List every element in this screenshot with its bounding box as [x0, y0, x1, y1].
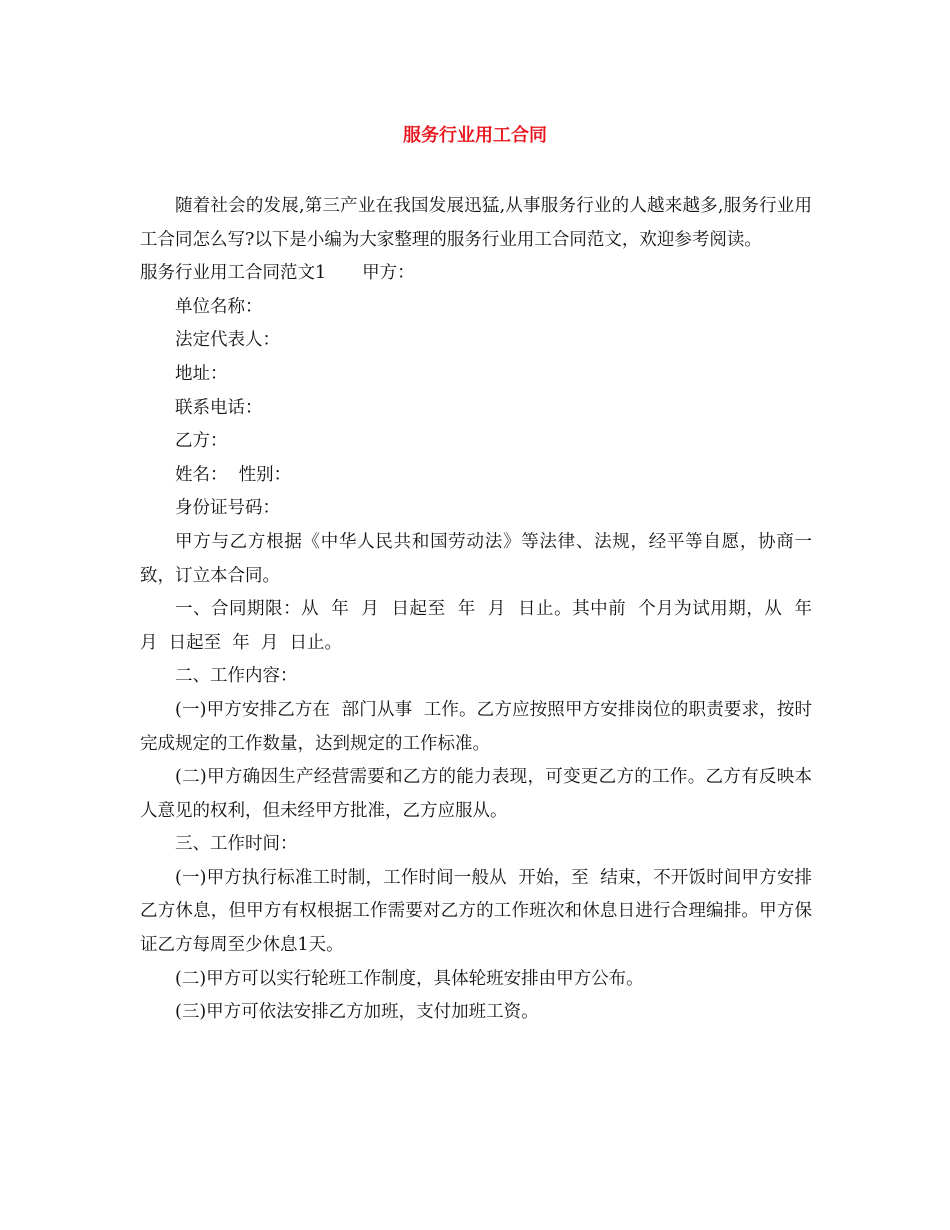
- clause-work-content-1: (一)甲方安排乙方在 部门从事 工作。乙方应按照甲方安排岗位的职责要求，按时完成规定的工作数量，达到规定的工作标准。: [140, 699, 812, 754]
- field-name-gender: 姓名： 性别：: [175, 464, 292, 485]
- field-legal-representative: 法定代表人：: [175, 330, 280, 351]
- field-company-name: 单位名称：: [175, 296, 263, 317]
- clause-work-time-2: (二)甲方可以实行轮班工作制度，具体轮班安排由甲方公布。: [175, 968, 644, 989]
- clause-preamble: 甲方与乙方根据《中华人民共和国劳动法》等法律、法规，经平等自愿，协商一致，订立本合同。: [140, 531, 812, 586]
- field-phone: 联系电话：: [175, 397, 263, 418]
- sample-heading: 服务行业用工合同范文1: [140, 263, 327, 284]
- clause-work-time-1: (一)甲方执行标准工时制，工作时间一般从 开始，至 结束，不开饭时间甲方安排乙方休息，但甲方有权根据工作需要对乙方的工作班次和休息日进行合理编排。甲方保证乙方每周至少休息1天。: [140, 867, 812, 956]
- sample-heading-line: [140, 257, 812, 291]
- document-title: 服务行业用工合同: [403, 125, 547, 146]
- field-id-number: 身份证号码：: [175, 498, 280, 519]
- clause-work-time-heading: 三、工作时间：: [175, 834, 298, 855]
- field-address: 地址：: [175, 363, 228, 384]
- document-body: [140, 190, 824, 1030]
- clause-contract-term: 一、合同期限：从 年 月 日起至 年 月 日止。其中前 个月为试用期，从 年 月 日起至 年 月 日止。: [140, 599, 824, 653]
- intro-paragraph: 随着社会的发展,第三产业在我国发展迅猛,从事服务行业的人越来越多,服务行业用工合同怎么写?以下是小编为大家整理的服务行业用工合同范文，欢迎参考阅读。: [140, 196, 812, 250]
- field-party-b: 乙方：: [175, 431, 228, 452]
- clause-work-time-3: (三)甲方可依法安排乙方加班，支付加班工资。: [175, 1002, 539, 1023]
- party-a-label: 甲方：: [362, 263, 415, 284]
- clause-work-content-2: (二)甲方确因生产经营需要和乙方的能力表现，可变更乙方的工作。乙方有反映本人意见的权利，但未经甲方批准，乙方应服从。: [140, 767, 812, 821]
- clause-work-content-heading: 二、工作内容：: [175, 666, 298, 687]
